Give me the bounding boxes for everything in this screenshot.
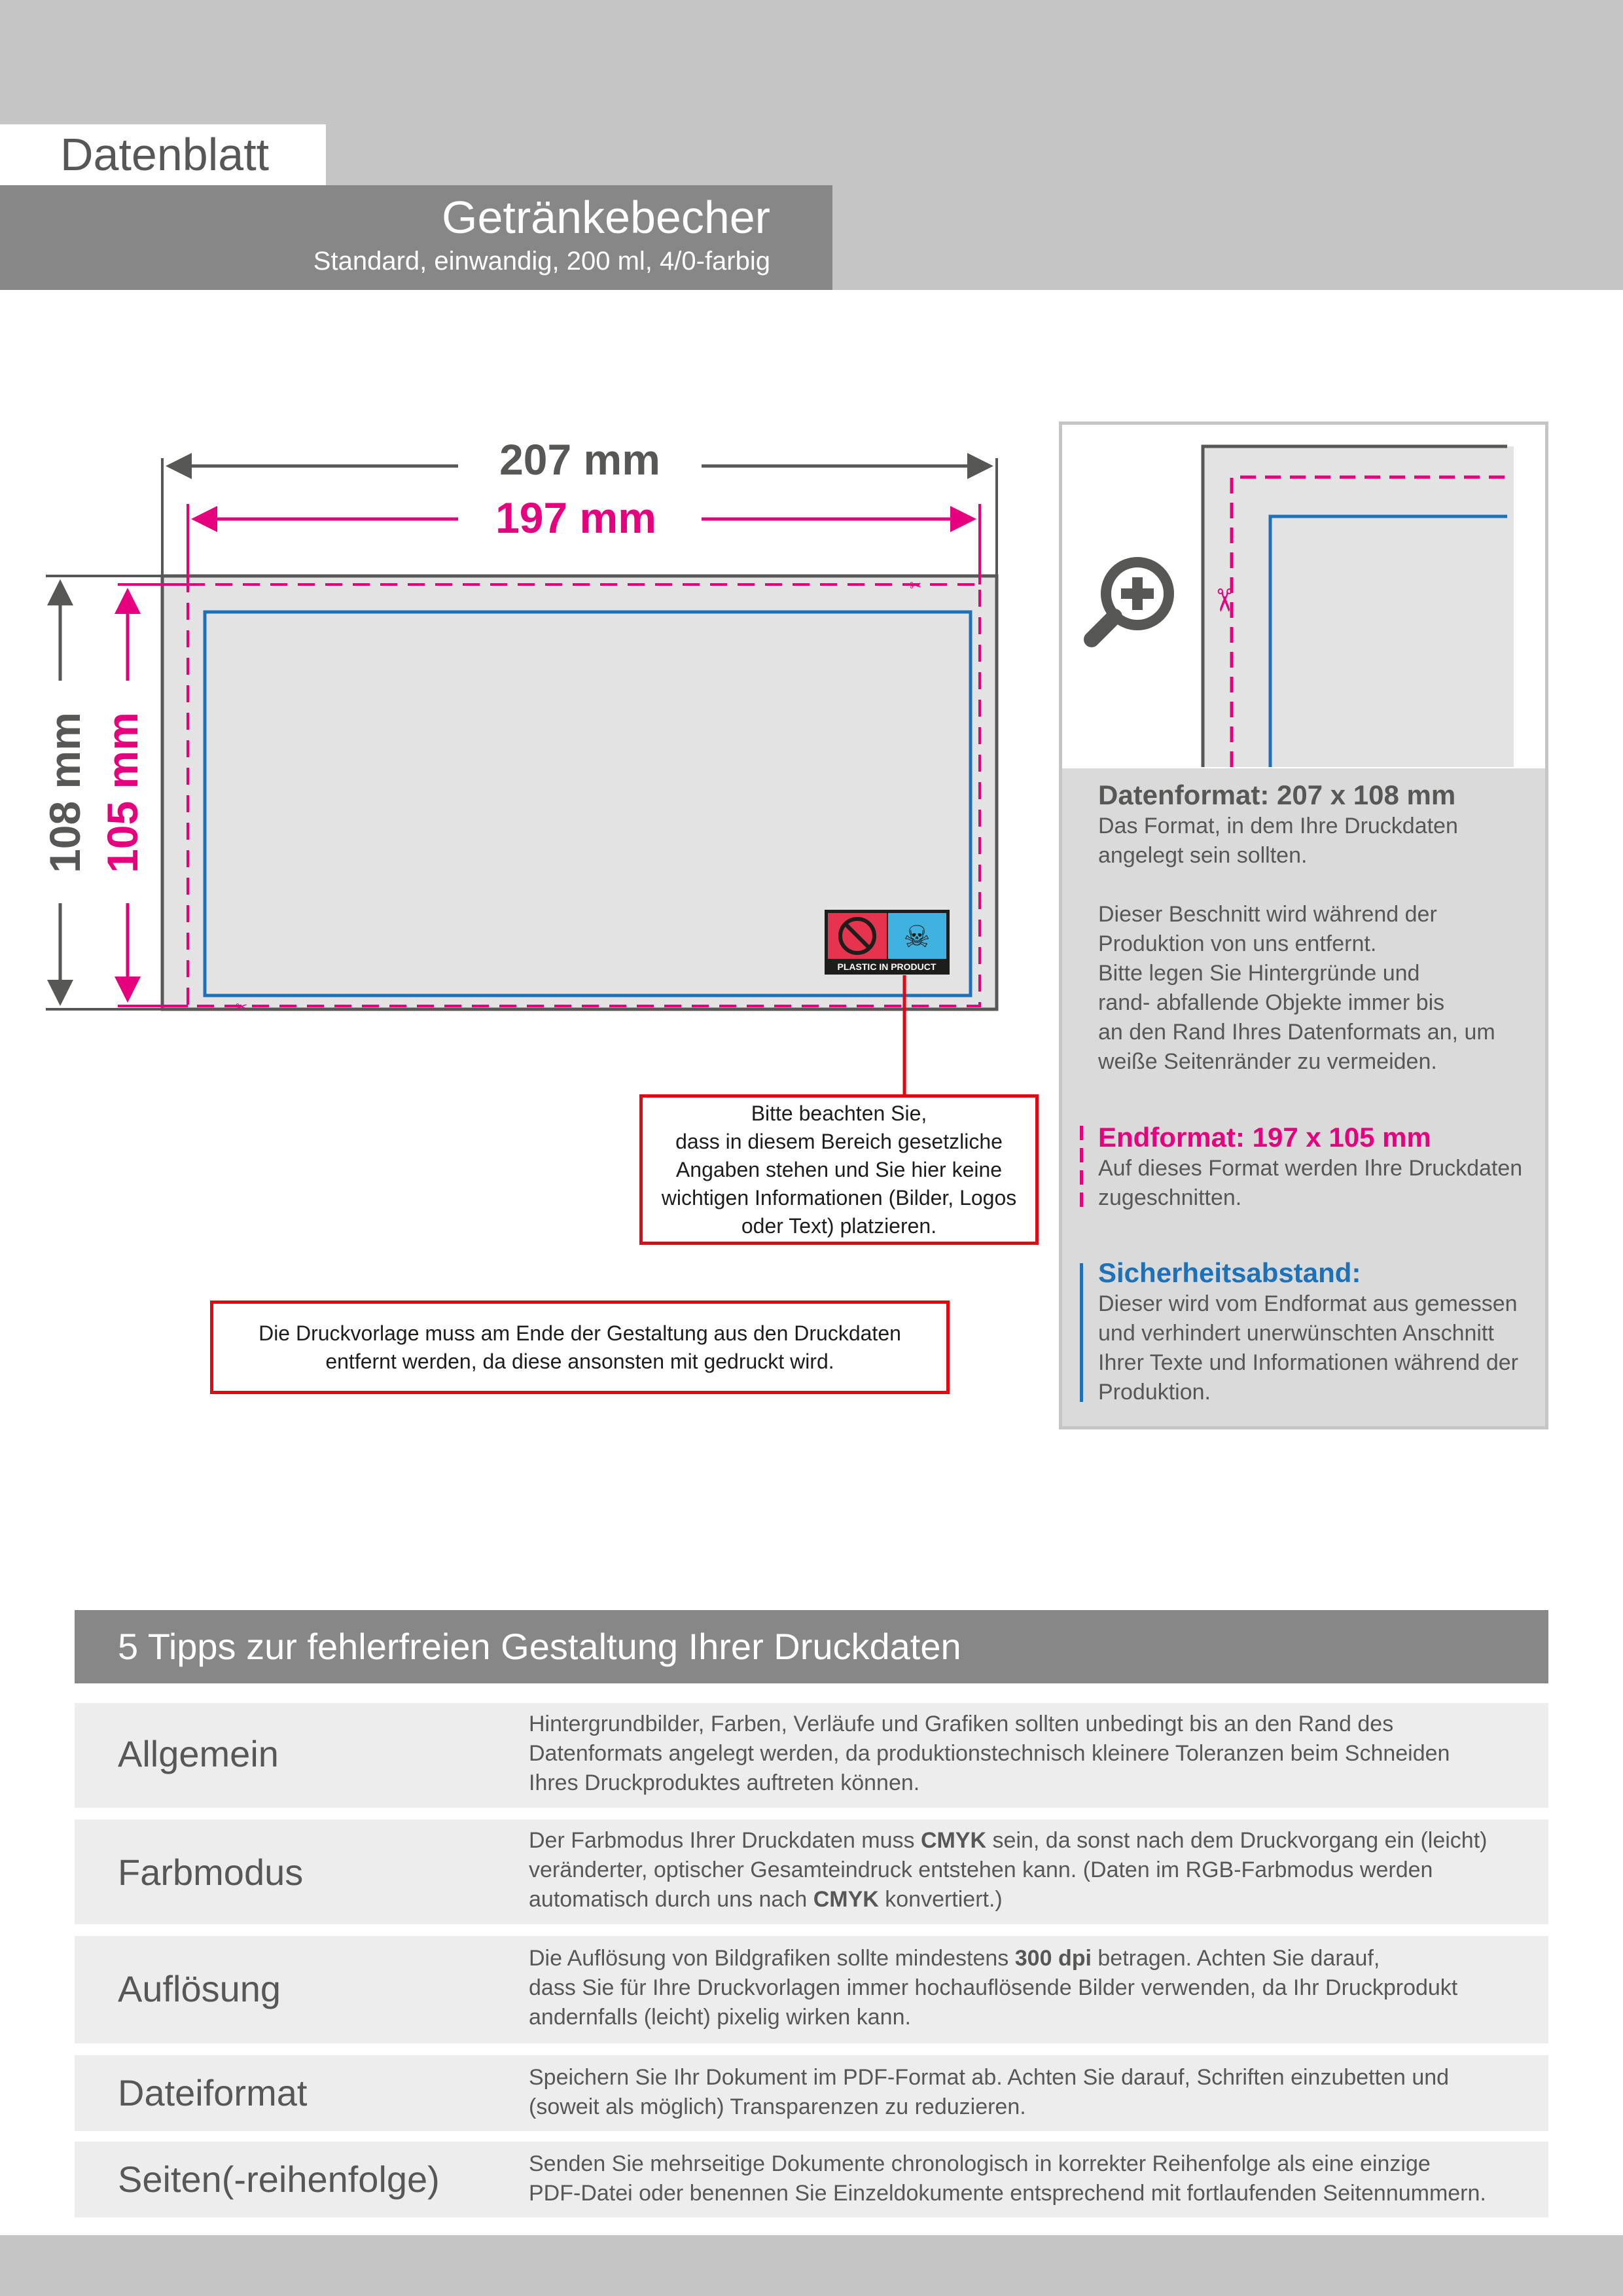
datenformat-text (1098, 812, 1543, 1077)
tip-text (529, 2063, 1537, 2122)
text-line: weiße Seitenränder zu vermeiden. (1098, 1049, 1437, 1074)
tip-label: Dateiformat (118, 2072, 308, 2113)
data-height-label: 108 mm (41, 712, 89, 873)
text-line: PDF-Datei oder benennen Sie Einzeldokumente entsprechend mit fortlaufenden Seitennummern. (529, 2181, 1486, 2206)
tip-label: Auflösung (118, 1968, 281, 2009)
footer-band (0, 2235, 1623, 2296)
notice-line: oder Text) platzieren. (741, 1213, 937, 1238)
text-line: zugeschnitten. (1098, 1185, 1242, 1210)
tip-label: Seiten(-reihenfolge) (118, 2159, 440, 2200)
text-line: Dieser Beschnitt wird während der (1098, 902, 1437, 927)
text-line (1098, 870, 1543, 900)
text-line: Auf dieses Format werden Ihre Druckdaten (1098, 1156, 1523, 1181)
bold-term: 300 dpi (1014, 1946, 1092, 1971)
datenformat-block (1098, 779, 1543, 1077)
text-line: und verhindert unerwünschten Anschnitt (1098, 1321, 1494, 1346)
text-span: sein, da sonst nach dem Druckvorgang ein (leicht) (986, 1828, 1488, 1853)
notice-line: entfernt werden, da diese ansonsten mit gedruckt wird. (325, 1349, 834, 1373)
product-subtitle: Standard, einwandig, 200 ml, 4/0-farbig (313, 247, 770, 276)
tip-text (529, 1710, 1537, 1798)
notice-line: Bitte beachten Sie, (751, 1101, 927, 1125)
text-line: Ihres Druckproduktes auftreten können. (529, 1770, 920, 1795)
sicherheit-block (1098, 1257, 1543, 1407)
text-line: (soweit als möglich) Transparenzen zu reduzieren. (529, 2094, 1026, 2119)
tip-text (529, 1826, 1537, 1914)
tip-label: Allgemein (118, 1733, 279, 1774)
legal-area-notice (639, 1094, 1039, 1245)
zoom-detail (1062, 425, 1545, 768)
notice-line: wichtigen Informationen (Bilder, Logos (661, 1185, 1017, 1210)
tip-text (529, 2149, 1537, 2208)
text-span: automatisch durch uns nach (529, 1887, 813, 1912)
text-line: Ihrer Texte und Informationen während der (1098, 1350, 1518, 1375)
text-line: veränderter, optischer Gesamteindruck entstehen kann. (Daten im RGB-Farbmodus werden (529, 1857, 1433, 1882)
endformat-block (1098, 1121, 1543, 1213)
datenformat-title: Datenformat: 207 x 108 mm (1098, 780, 1456, 810)
text-line: Datenformats angelegt werden, da produktionstechnisch kleinere Toleranzen beim Schneiden (529, 1741, 1450, 1766)
template-remove-notice (210, 1300, 950, 1394)
plastic-label-text: PLASTIC IN PRODUCT (837, 961, 936, 972)
notice-line: dass in diesem Bereich gesetzliche (675, 1129, 1003, 1153)
tip-row-aufloesung (75, 1936, 1548, 2043)
doc-type-label: Datenblatt (0, 124, 326, 185)
safety-accent (1080, 1263, 1083, 1402)
text-line: an den Rand Ihres Datenformats an, um (1098, 1020, 1495, 1045)
notice-line: Die Druckvorlage muss am Ende der Gestaltung aus den Druckdaten (259, 1321, 901, 1345)
svg-text:✂: ✂ (1205, 587, 1242, 614)
product-title: Getränkebecher (442, 192, 770, 243)
end-format-accent (1080, 1126, 1083, 1214)
text-line: Dieser wird vom Endformat aus gemessen (1098, 1291, 1518, 1316)
end-width-label: 197 mm (495, 493, 656, 542)
tip-row-allgemein (75, 1703, 1548, 1808)
data-width-label: 207 mm (499, 435, 660, 484)
bold-term: CMYK (920, 1828, 987, 1853)
sicherheit-title: Sicherheitsabstand: (1098, 1257, 1361, 1288)
text-line: Senden Sie mehrseitige Dokumente chronologisch in korrekter Reihenfolge als eine einzige (529, 2151, 1431, 2176)
text-line: dass Sie für Ihre Druckvorlagen immer hochauflösende Bilder verwenden, da Ihr Druckprodukt (529, 1975, 1458, 2000)
zoom-in-icon (1092, 562, 1169, 639)
sicherheit-text (1098, 1289, 1543, 1407)
scissors-marker-top: ✂ (910, 578, 922, 594)
text-line: Produktion von uns entfernt. (1098, 931, 1377, 956)
text-line: Bitte legen Sie Hintergründe und (1098, 961, 1420, 986)
text-line: Hintergrundbilder, Farben, Verläufe und Grafiken sollten unbedingt bis an den Rand des (529, 1712, 1394, 1736)
end-height-label: 105 mm (98, 712, 147, 873)
text-line: Speichern Sie Ihr Dokument im PDF-Format ab. Achten Sie darauf, Schriften einzubetten und (529, 2065, 1450, 2090)
endformat-title: Endformat: 197 x 105 mm (1098, 1122, 1431, 1153)
text-line: andernfalls (leicht) pixelig wirken kann. (529, 2005, 911, 2030)
text-span: Die Auflösung von Bildgrafiken sollte mindestens (529, 1946, 1015, 1971)
text-line: Produktion. (1098, 1380, 1211, 1405)
text-line (529, 1944, 1537, 1973)
tip-text (529, 1944, 1537, 2032)
text-span: Der Farbmodus Ihrer Druckdaten muss (529, 1828, 921, 1853)
tips-header: 5 Tipps zur fehlerfreien Gestaltung Ihrer Druckdaten (75, 1610, 1548, 1683)
scissors-icon (1205, 587, 1242, 613)
bold-term: CMYK (813, 1887, 879, 1912)
text-line: Das Format, in dem Ihre Druckdaten (1098, 814, 1458, 838)
tip-row-seiten (75, 2142, 1548, 2217)
endformat-text (1098, 1154, 1543, 1213)
text-span: konvertiert.) (878, 1887, 1003, 1912)
text-span: betragen. Achten Sie darauf, (1091, 1946, 1380, 1971)
scissors-marker-bottom: ✂ (236, 999, 248, 1016)
turtle-icon: ☠ (903, 919, 931, 954)
text-line: angelegt sein sollten. (1098, 843, 1308, 868)
tip-row-dateiformat (75, 2055, 1548, 2131)
text-line (529, 1826, 1537, 1856)
text-line: rand- abfallende Objekte immer bis (1098, 990, 1445, 1015)
corner-detail (1062, 425, 1545, 768)
text-line (529, 1885, 1537, 1914)
tip-row-farbmodus (75, 1820, 1548, 1924)
notice-line: Angaben stehen und Sie hier keine (675, 1157, 1003, 1181)
plastic-in-product-label (825, 910, 950, 975)
tip-label: Farbmodus (118, 1852, 304, 1893)
